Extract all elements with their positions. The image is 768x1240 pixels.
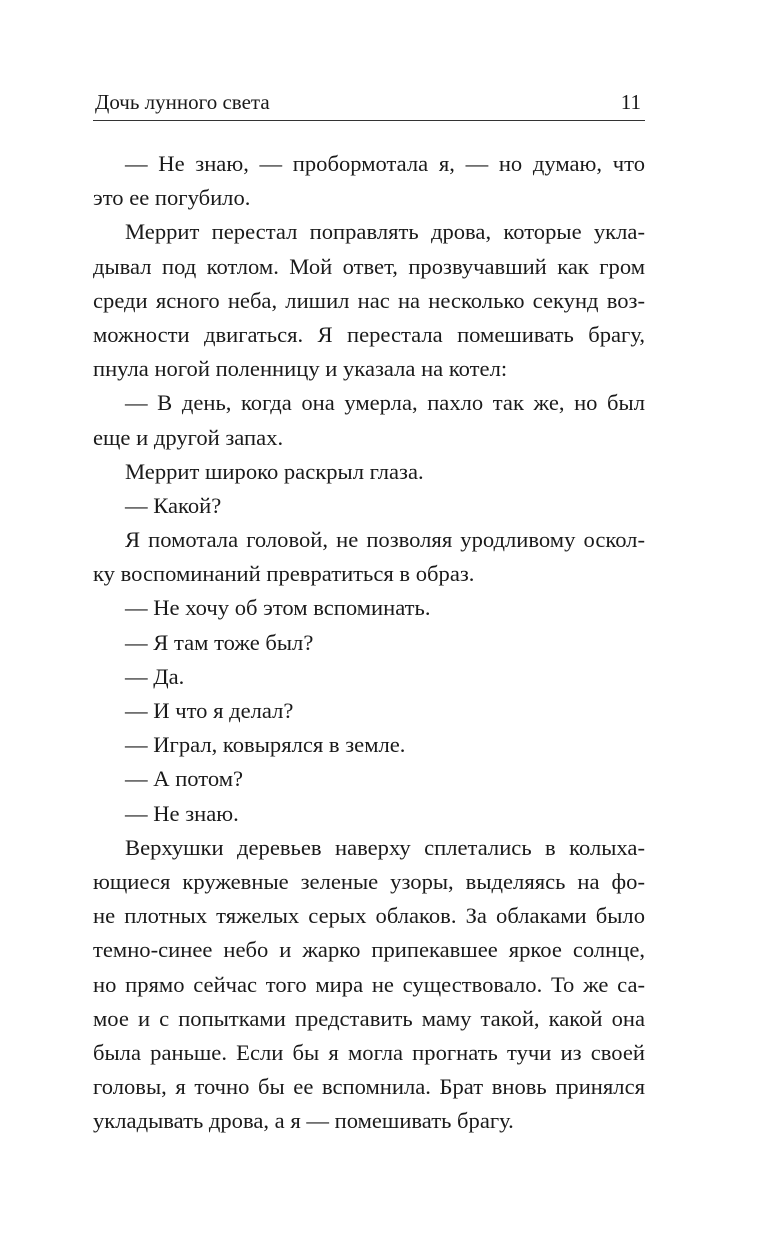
text-line: можности двигаться. Я перестала помешивать брагу, bbox=[93, 321, 645, 347]
text-line: — Какой? bbox=[125, 492, 222, 518]
text-line: Верхушки деревьев наверху сплетались в колыха- bbox=[125, 834, 645, 860]
text-line: еще и другой запах. bbox=[93, 424, 284, 450]
text-line: — Не хочу об этом вспоминать. bbox=[125, 595, 431, 621]
text-line: это ее погубило. bbox=[93, 185, 251, 211]
text-line: пнула ногой поленницу и указала на котел: bbox=[93, 356, 508, 382]
text-line: но прямо сейчас того мира не существовало. То же са- bbox=[93, 971, 645, 997]
text-line: — Играл, ковырялся в земле. bbox=[125, 732, 406, 758]
text-line: — Я там тоже был? bbox=[125, 629, 314, 655]
page-number: 11 bbox=[620, 90, 641, 114]
text-line: — А потом? bbox=[125, 766, 244, 792]
text-line: — В день, когда она умерла, пахло так же, но был bbox=[125, 390, 645, 416]
body-text bbox=[93, 147, 645, 1138]
text-line: — И что я делал? bbox=[125, 698, 294, 723]
text-line: ку воспоминаний превратиться в образ. bbox=[93, 561, 475, 587]
text-line: — Да. bbox=[125, 663, 185, 689]
text-line: темно-синее небо и жарко припекавшее яркое солнце, bbox=[93, 937, 645, 963]
text-line: дывал под котлом. Мой ответ, прозвучавший как гром bbox=[93, 253, 645, 279]
text-line: мое и с попытками представить маму такой, какой она bbox=[93, 1005, 645, 1031]
text-line: среди ясного неба, лишил нас на несколько секунд воз- bbox=[93, 287, 645, 313]
text-line: Меррит перестал поправлять дрова, которые укла- bbox=[125, 219, 645, 245]
text-line: — Не знаю. bbox=[125, 800, 239, 826]
text-line: — Не знаю, — пробормотала я, — но думаю, что bbox=[125, 151, 645, 176]
text-line: головы, я точно бы ее вспомнила. Брат вновь принялся bbox=[93, 1074, 645, 1100]
text-line: ющиеся кружевные зеленые узоры, выделяясь на фо- bbox=[93, 868, 645, 894]
text-line: Меррит широко раскрыл глаза. bbox=[125, 458, 424, 484]
text-line: Я помотала головой, не позволяя уродливому оскол- bbox=[125, 527, 645, 553]
running-header bbox=[93, 86, 645, 121]
text-line: была раньше. Если бы я могла прогнать тучи из своей bbox=[93, 1039, 645, 1065]
text-line: не плотных тяжелых серых облаков. За облаками было bbox=[93, 903, 645, 929]
text-line: укладывать дрова, а я — помешивать брагу. bbox=[93, 1108, 514, 1134]
book-title: Дочь лунного света bbox=[95, 90, 270, 114]
